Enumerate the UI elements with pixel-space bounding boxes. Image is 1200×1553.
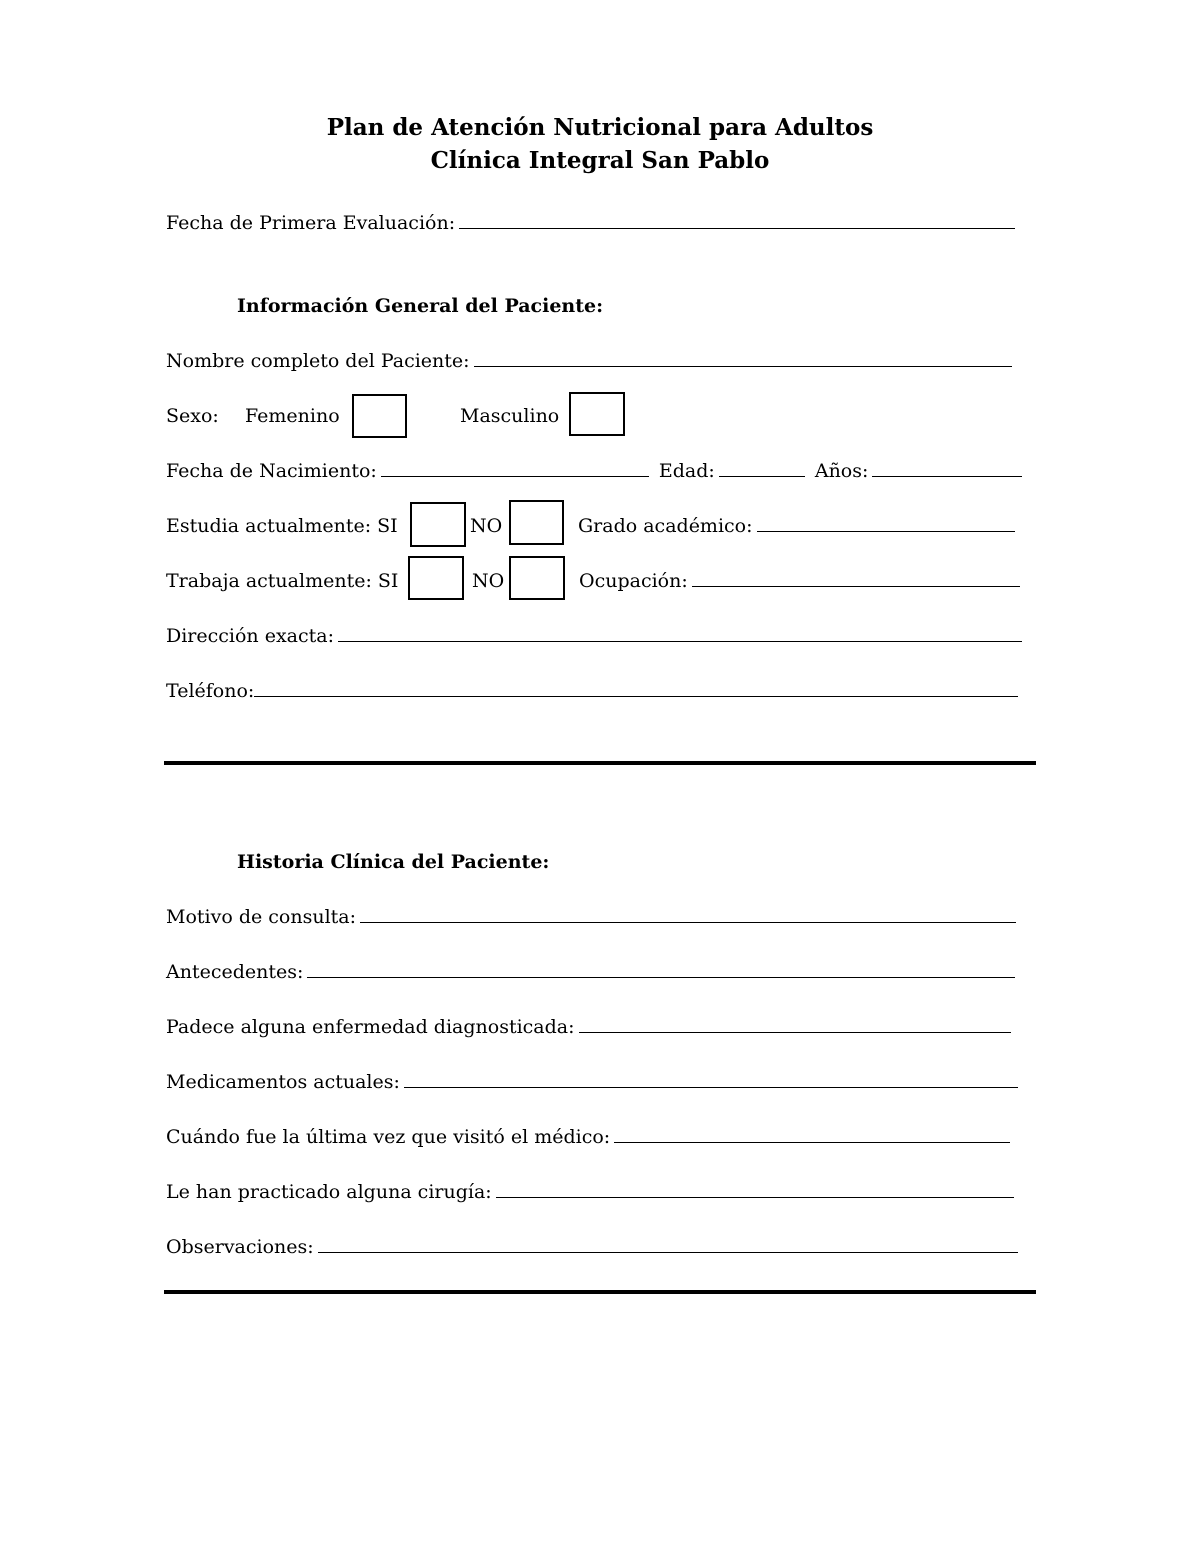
studies-yes-checkbox[interactable]	[410, 502, 466, 547]
phone-field[interactable]	[254, 678, 1018, 697]
observations-field[interactable]	[318, 1234, 1018, 1253]
address-row	[166, 623, 1022, 649]
academic-grade-field[interactable]	[757, 513, 1015, 532]
age-label: Edad:	[658, 460, 715, 482]
male-label: Masculino	[460, 405, 560, 427]
clinic-name: Clínica Integral San Pablo	[430, 147, 770, 174]
observations-label: Observaciones:	[166, 1236, 314, 1258]
occupation-field[interactable]	[692, 568, 1020, 587]
full-name-row	[166, 348, 1012, 374]
address-field[interactable]	[338, 623, 1022, 642]
background-row	[166, 959, 1015, 985]
diagnosed-disease-label: Padece alguna enfermedad diagnosticada:	[166, 1016, 575, 1038]
diagnosed-disease-row	[166, 1014, 1011, 1040]
surgery-label: Le han practicado alguna cirugía:	[166, 1181, 492, 1203]
consult-reason-label: Motivo de consulta:	[166, 906, 357, 928]
first-evaluation-date-label: Fecha de Primera Evaluación:	[166, 212, 456, 234]
surgery-row	[166, 1179, 1014, 1205]
works-label: Trabaja actualmente: SI	[166, 570, 399, 592]
current-medication-row	[166, 1069, 1018, 1095]
age-field[interactable]	[719, 458, 805, 477]
section-history-heading: Historia Clínica del Paciente:	[237, 851, 550, 873]
diagnosed-disease-field[interactable]	[579, 1014, 1011, 1033]
background-field[interactable]	[307, 959, 1015, 978]
background-label: Antecedentes:	[166, 961, 304, 983]
years-field[interactable]	[872, 458, 1022, 477]
studies-no-label: NO	[470, 515, 503, 537]
male-checkbox[interactable]	[569, 392, 625, 436]
section-divider	[164, 761, 1036, 765]
studies-label: Estudia actualmente: SI	[166, 515, 398, 537]
consult-reason-row	[166, 904, 1016, 930]
female-label: Femenino	[245, 405, 340, 427]
academic-grade-row	[578, 513, 1015, 539]
address-label: Dirección exacta:	[166, 625, 335, 647]
last-visit-row	[166, 1124, 1010, 1150]
works-no-label: NO	[472, 570, 505, 592]
occupation-row	[579, 568, 1020, 594]
phone-label: Teléfono:	[166, 680, 255, 702]
studies-no-checkbox[interactable]	[509, 500, 564, 545]
works-yes-checkbox[interactable]	[408, 556, 464, 600]
occupation-label: Ocupación:	[579, 570, 688, 592]
last-visit-field[interactable]	[614, 1124, 1010, 1143]
form-title: Plan de Atención Nutricional para Adultos	[326, 114, 874, 141]
sex-label: Sexo:	[166, 405, 219, 427]
birth-date-row	[166, 458, 1022, 484]
birth-date-label: Fecha de Nacimiento:	[166, 460, 377, 482]
academic-grade-label: Grado académico:	[578, 515, 753, 537]
current-medication-field[interactable]	[404, 1069, 1018, 1088]
works-no-checkbox[interactable]	[509, 556, 565, 600]
full-name-field[interactable]	[474, 348, 1012, 367]
birth-date-field[interactable]	[381, 458, 649, 477]
first-evaluation-date-field[interactable]	[459, 210, 1015, 229]
last-visit-label: Cuándo fue la última vez que visitó el médico:	[166, 1126, 611, 1148]
years-label: Años:	[814, 460, 869, 482]
current-medication-label: Medicamentos actuales:	[166, 1071, 400, 1093]
section-general-heading: Información General del Paciente:	[237, 295, 604, 317]
full-name-label: Nombre completo del Paciente:	[166, 350, 470, 372]
first-evaluation-date-row	[166, 210, 1015, 236]
female-checkbox[interactable]	[352, 394, 407, 438]
observations-row	[166, 1234, 1018, 1260]
consult-reason-field[interactable]	[360, 904, 1016, 923]
bottom-divider	[164, 1290, 1036, 1294]
phone-row	[166, 678, 1018, 704]
surgery-field[interactable]	[496, 1179, 1014, 1198]
